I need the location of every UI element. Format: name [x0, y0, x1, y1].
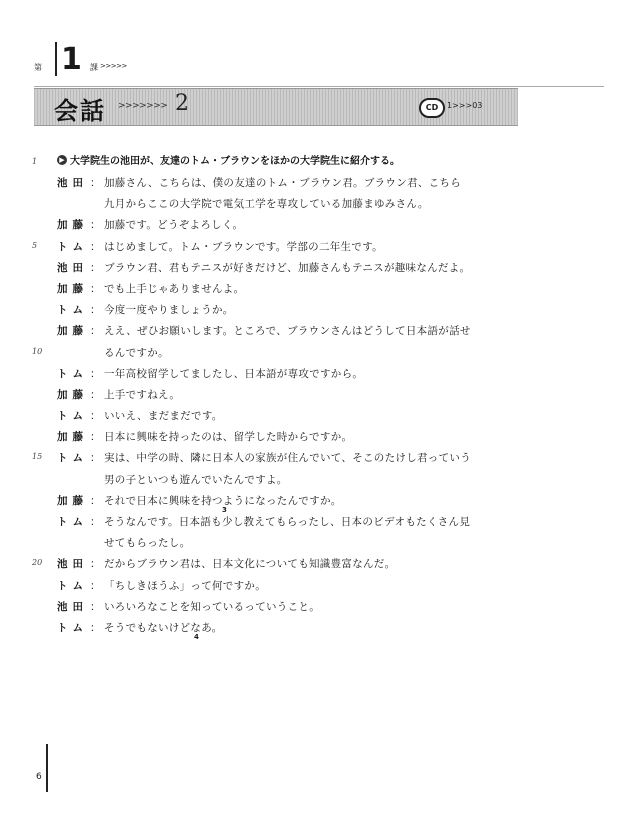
dialogue-line: [0, 300, 638, 321]
dialogue-line: [0, 448, 638, 469]
dialogue-line: [0, 385, 638, 406]
speaker: トム: [57, 621, 88, 634]
line-text: 今度一度やりましょうか。: [104, 304, 234, 317]
note-marker: 3: [222, 505, 227, 514]
chapter-ka: 課: [90, 63, 98, 72]
line-text: そうでもないけどなあ。: [104, 621, 223, 634]
line-number: 5: [32, 240, 38, 250]
speaker-colon: ：: [90, 410, 101, 423]
dialogue-line: [0, 491, 638, 512]
speaker-colon: ：: [90, 516, 101, 528]
chapter-bar: [55, 42, 57, 76]
line-text: そうなんです。日本語も少し教えてもらったし、日本のビデオもたくさん見: [104, 516, 471, 528]
line-text: だからブラウン君は、日本文化についても知識豊富なんだ。: [104, 558, 396, 571]
dialogue-line: [0, 258, 638, 279]
line-text: いいえ、まだまだです。: [104, 410, 223, 423]
speaker: 加藤: [57, 325, 88, 338]
line-number: 10: [32, 346, 43, 356]
line-text: ええ、ぜひお願いします。ところで、ブラウンさんはどうして日本語が話せ: [104, 325, 471, 338]
dialogue-line: [0, 237, 638, 258]
cd-icon: CD: [419, 98, 445, 118]
speaker: 加藤: [57, 494, 88, 507]
speaker: トム: [57, 304, 88, 317]
intro-line: [57, 152, 400, 167]
page-number: 6: [36, 772, 42, 782]
speaker-colon: ：: [90, 219, 101, 232]
cd-track: 1>>>03: [447, 101, 483, 110]
speaker: 加藤: [57, 282, 88, 295]
speaker: トム: [57, 410, 88, 423]
speaker: トム: [57, 452, 88, 465]
dialogue-line: [0, 321, 638, 342]
dialogue-line: [0, 364, 638, 385]
line-text: 実は、中学の時、隣に日本人の家族が住んでいて、そこのたけし君っていう: [104, 452, 471, 465]
speaker-colon: ：: [90, 431, 101, 444]
speaker: 加藤: [57, 431, 88, 444]
dialogue-line: [0, 512, 638, 533]
line-text: でも上手じゃありませんよ。: [104, 282, 245, 295]
speaker-colon: ：: [90, 240, 101, 253]
speaker: トム: [57, 516, 88, 528]
speaker-colon: ：: [90, 304, 101, 317]
section-number: 2: [175, 91, 189, 116]
speaker-colon: ：: [90, 177, 101, 189]
speaker-colon: ：: [90, 558, 101, 571]
line-text: 一年高校留学してましたし、日本語が専攻ですから。: [104, 367, 364, 380]
note-marker: 4: [194, 632, 199, 641]
line-text: 「ちしきほうふ」って何ですか。: [104, 579, 266, 592]
dialogue-line: [0, 215, 638, 236]
speaker: トム: [57, 367, 88, 380]
speaker-colon: ：: [90, 388, 101, 401]
speaker-colon: ：: [90, 282, 101, 295]
line-text: 加藤さん、こちらは、僕の友達のトム・ブラウン君。ブラウン君、こちら: [104, 177, 462, 189]
top-rule: [34, 86, 604, 87]
speaker: 池田: [57, 558, 88, 571]
dialogue-line: [0, 533, 638, 554]
section-arrows: >>>>>>>: [118, 101, 168, 111]
footer-bar: [46, 744, 48, 792]
dialogue-line: [0, 618, 638, 639]
line-text: 九月からここの大学院で電気工学を専攻している加藤まゆみさん。: [104, 198, 429, 211]
speaker: 池田: [57, 177, 88, 189]
line-text: それで日本に興味を持つようになったんですか。: [104, 494, 342, 507]
dialogue-line: [0, 427, 638, 448]
speaker: トム: [57, 240, 88, 253]
line-number: 15: [32, 452, 43, 462]
intro-text: 大学院生の池田が、友達のトム・ブラウンをほかの大学院生に紹介する。: [70, 156, 400, 167]
line-text: るんですか。: [104, 346, 169, 359]
dialogue: [0, 173, 638, 639]
dialogue-line: [0, 194, 638, 215]
chapter-dai: 第: [34, 63, 42, 72]
chapter-header: [34, 40, 194, 80]
speaker-colon: ：: [90, 261, 101, 274]
dialogue-line: [0, 343, 638, 364]
speaker: トム: [57, 579, 88, 592]
speaker: 池田: [57, 261, 88, 274]
intro-bullet-icon: ▶: [57, 155, 67, 165]
speaker-colon: ：: [90, 452, 101, 465]
speaker-colon: ：: [90, 367, 101, 380]
line-text: ブラウン君、君もテニスが好きだけど、加藤さんもテニスが趣味なんだよ。: [104, 261, 471, 274]
speaker-colon: ：: [90, 621, 101, 634]
speaker-colon: ：: [90, 325, 101, 338]
line-text: いろいろなことを知っているっていうこと。: [104, 600, 320, 613]
line-text: 上手ですねえ。: [104, 388, 181, 401]
speaker-colon: ：: [90, 579, 101, 592]
line-text: はじめまして。トム・ブラウンです。学部の二年生です。: [104, 240, 383, 253]
dialogue-line: [0, 554, 638, 575]
line-number: 1: [32, 157, 38, 166]
dialogue-line: [0, 406, 638, 427]
line-text: 加藤です。どうぞよろしく。: [104, 219, 244, 232]
speaker: 加藤: [57, 219, 88, 232]
speaker: 池田: [57, 600, 88, 613]
chapter-number: 1: [61, 42, 82, 77]
dialogue-line: [0, 470, 638, 491]
speaker: 加藤: [57, 388, 88, 401]
line-number: 20: [32, 558, 43, 568]
chapter-arrows: >>>>>: [100, 62, 127, 70]
speaker-colon: ：: [90, 494, 101, 507]
dialogue-line: [0, 576, 638, 597]
dialogue-line: [0, 173, 638, 194]
section-title: 会話: [54, 97, 106, 125]
dialogue-line: [0, 279, 638, 300]
speaker-colon: ：: [90, 600, 101, 613]
line-text: せてもらったし。: [104, 537, 191, 550]
line-text: 男の子といつも遊んでいたんですよ。: [104, 473, 288, 486]
dialogue-line: [0, 597, 638, 618]
line-text: 日本に興味を持ったのは、留学した時からですか。: [104, 431, 353, 444]
section-banner: [34, 88, 518, 126]
